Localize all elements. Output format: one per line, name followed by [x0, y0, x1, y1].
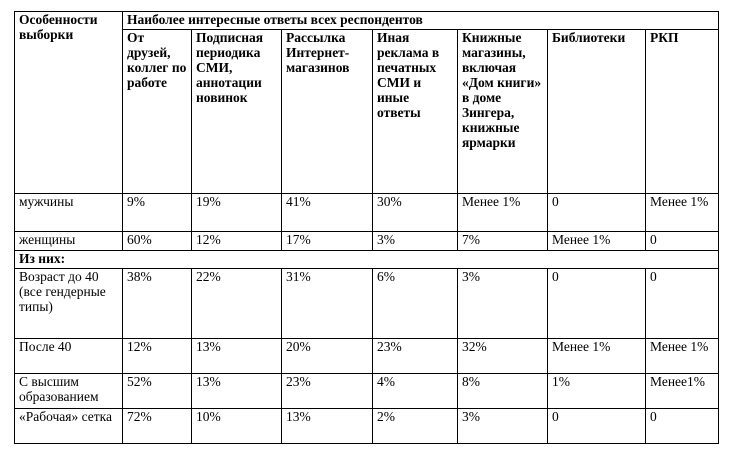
column-header: РКП: [646, 30, 719, 194]
row-label: женщины: [15, 232, 123, 251]
table-cell: 31%: [282, 269, 373, 339]
table-row: [15, 409, 719, 444]
column-header: Библиотеки: [548, 30, 646, 194]
table-row: [15, 374, 719, 409]
table-cell: Менее 1%: [548, 339, 646, 374]
column-header: От друзей, коллег по работе: [123, 30, 192, 194]
table-cell: 19%: [192, 194, 282, 232]
subheader-row: [15, 251, 719, 269]
table-row: [15, 339, 719, 374]
table-cell: 12%: [192, 232, 282, 251]
column-header: Подписная периодика СМИ, аннотации новинок: [192, 30, 282, 194]
table-row: [15, 194, 719, 232]
survey-results-table: [14, 11, 719, 444]
table-cell: 20%: [282, 339, 373, 374]
table-row: [15, 269, 719, 339]
table-cell: 3%: [458, 409, 548, 444]
table-cell: 2%: [373, 409, 458, 444]
row-label: После 40: [15, 339, 123, 374]
table-cell: 13%: [192, 339, 282, 374]
table-cell: 3%: [458, 269, 548, 339]
table-cell: 0: [548, 194, 646, 232]
table-cell: Менее1%: [646, 374, 719, 409]
table-cell: 4%: [373, 374, 458, 409]
table-cell: 0: [548, 409, 646, 444]
table-cell: 0: [548, 269, 646, 339]
table-cell: 7%: [458, 232, 548, 251]
table-cell: Менее 1%: [646, 339, 719, 374]
table-cell: 30%: [373, 194, 458, 232]
row-label: С высшим образованием: [15, 374, 123, 409]
table-cell: 0: [646, 409, 719, 444]
subheader: Из них:: [15, 251, 719, 269]
table-cell: 60%: [123, 232, 192, 251]
table-cell: Менее 1%: [548, 232, 646, 251]
column-header: Рассылка Интернет-магазинов: [282, 30, 373, 194]
row-label: «Рабочая» сетка: [15, 409, 123, 444]
table-cell: 22%: [192, 269, 282, 339]
column-header: Иная реклама в печатных СМИ и иные ответы: [373, 30, 458, 194]
group-header: Наиболее интересные ответы всех респондентов: [123, 12, 719, 30]
table-cell: 32%: [458, 339, 548, 374]
table-row: [15, 232, 719, 251]
header-row-1: [15, 12, 719, 30]
table-cell: 13%: [282, 409, 373, 444]
corner-header: Особенности выборки: [15, 12, 123, 194]
table-cell: 12%: [123, 339, 192, 374]
table-cell: 13%: [192, 374, 282, 409]
survey-table-container: [14, 11, 719, 444]
table-cell: 23%: [373, 339, 458, 374]
table-cell: 38%: [123, 269, 192, 339]
table-cell: 9%: [123, 194, 192, 232]
table-cell: Менее 1%: [458, 194, 548, 232]
row-label: мужчины: [15, 194, 123, 232]
table-cell: 72%: [123, 409, 192, 444]
table-cell: 1%: [548, 374, 646, 409]
table-cell: 0: [646, 269, 719, 339]
row-label: Возраст до 40 (все гендерные типы): [15, 269, 123, 339]
table-cell: 0: [646, 232, 719, 251]
table-cell: 10%: [192, 409, 282, 444]
table-cell: 41%: [282, 194, 373, 232]
table-cell: 3%: [373, 232, 458, 251]
table-cell: 17%: [282, 232, 373, 251]
table-cell: Менее 1%: [646, 194, 719, 232]
table-cell: 52%: [123, 374, 192, 409]
table-cell: 23%: [282, 374, 373, 409]
table-cell: 6%: [373, 269, 458, 339]
table-cell: 8%: [458, 374, 548, 409]
column-header: Книжные магазины, включая «Дом книги» в доме Зингера, книжные ярмарки: [458, 30, 548, 194]
